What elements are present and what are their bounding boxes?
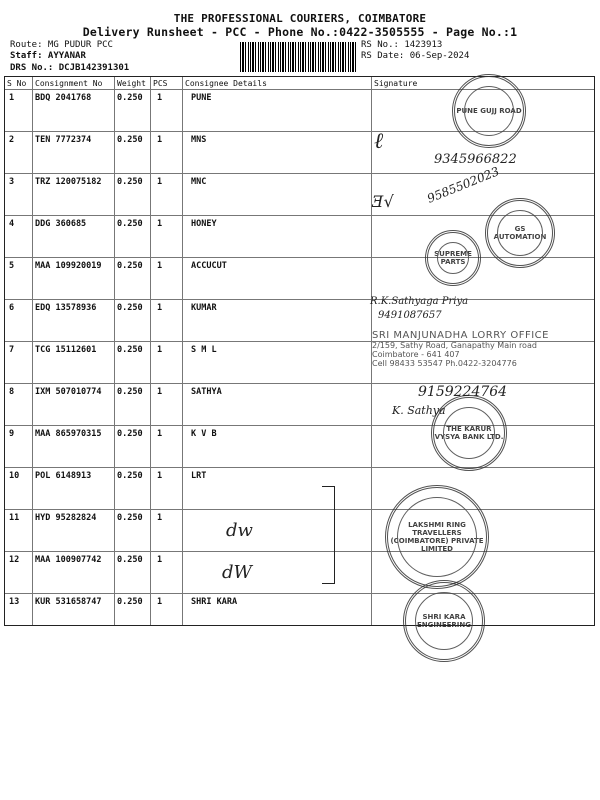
col-header-sno: S No [7, 79, 27, 88]
lorry-office-address: 2/159, Sathy Road, Ganapathy Main road [372, 341, 537, 350]
row-pcs: 1 [157, 303, 163, 313]
col-header-weight: Weight [117, 79, 146, 88]
lorry-office-phone: Cell 98433 53547 Ph.0422-3204776 [372, 359, 517, 368]
row-sno: 9 [9, 429, 15, 439]
drs-text: DRS No.: DCJB142391301 [10, 63, 130, 73]
col-header-consignee: Consignee Details [185, 79, 267, 88]
company-title: THE PROFESSIONAL COURIERS, COIMBATORE [173, 12, 427, 25]
row-consignment-no: TCG 15112601 [35, 345, 97, 355]
handwritten-phone-8: 9159224764 [418, 384, 508, 400]
row-sno: 7 [9, 345, 15, 355]
row-weight: 0.250 [117, 345, 143, 355]
row-weight: 0.250 [117, 303, 143, 313]
row-weight: 0.250 [117, 177, 143, 187]
route-text: Route: MG PUDUR PCC [10, 40, 113, 50]
row-sno: 2 [9, 135, 15, 145]
handwritten-initials-12: dW [222, 562, 253, 583]
row-consignment-no: POL 6148913 [35, 471, 92, 481]
row-consignee: MNC [191, 177, 207, 187]
row-sno: 6 [9, 303, 15, 313]
handwritten-name-6: R.K.Sathyaga Priya [370, 296, 469, 307]
handwritten-phone-3: 9585502023 [425, 164, 502, 206]
row-consignee: S M L [191, 345, 217, 355]
signature-2: ℓ [374, 129, 384, 154]
row-weight: 0.250 [117, 513, 143, 523]
handwritten-name-8: K. Sathya [392, 404, 446, 417]
col-header-signature: Signature [374, 79, 418, 88]
row-weight: 0.250 [117, 219, 143, 229]
row-sno: 4 [9, 219, 15, 229]
row-sno: 13 [9, 597, 20, 607]
row-sno: 12 [9, 555, 20, 565]
row-weight: 0.250 [117, 555, 143, 565]
staff-text: Staff: AYYANAR [10, 51, 86, 61]
stamp-kvb: THE KARUR VYSYA BANK LTD. [431, 395, 507, 471]
row-consignment-no: HYD 95282824 [35, 513, 97, 523]
rs-date-text: RS Date: 06-Sep-2024 [361, 51, 470, 61]
row-pcs: 1 [157, 261, 163, 271]
row-consignment-no: IXM 507010774 [35, 387, 102, 397]
row-weight: 0.250 [117, 387, 143, 397]
row-pcs: 1 [157, 345, 163, 355]
handwritten-phone-2: 9345966822 [434, 152, 517, 167]
row-pcs: 1 [157, 555, 163, 565]
runsheet-subtitle: Delivery Runsheet - PCC - Phone No.:0422-3505555 - Page No.:1 [82, 25, 518, 39]
row-pcs: 1 [157, 177, 163, 187]
row-pcs: 1 [157, 429, 163, 439]
row-consignee: K V B [191, 429, 217, 439]
row-consignee: MNS [191, 135, 207, 145]
row-pcs: 1 [157, 513, 163, 523]
barcode [240, 42, 356, 72]
row-weight: 0.250 [117, 93, 143, 103]
row-pcs: 1 [157, 135, 163, 145]
lorry-office-name: SRI MANJUNADHA LORRY OFFICE [372, 330, 549, 341]
row-consignee: HONEY [191, 219, 217, 229]
row-consignee: SATHYA [191, 387, 222, 397]
row-consignment-no: TRZ 120075182 [35, 177, 102, 187]
row-weight: 0.250 [117, 597, 143, 607]
handwritten-bracket [322, 486, 335, 584]
stamp-lorry-office [372, 330, 568, 380]
row-consignment-no: EDQ 13578936 [35, 303, 97, 313]
row-consignee: ACCUCUT [191, 261, 227, 271]
row-sno: 10 [9, 471, 20, 481]
stamp-pune: PUNE GUJJ ROAD [452, 74, 526, 148]
row-consignment-no: BDQ 2041768 [35, 93, 92, 103]
col-header-consignment: Consignment No [35, 79, 103, 88]
handwritten-phone-6: 9491087657 [378, 310, 442, 321]
row-pcs: 1 [157, 597, 163, 607]
row-consignment-no: MAA 109920019 [35, 261, 102, 271]
row-consignee: LRT [191, 471, 207, 481]
row-sno: 11 [9, 513, 20, 523]
stamp-supreme: SUPREME PARTS [425, 230, 481, 286]
col-header-pcs: PCS [153, 79, 168, 88]
row-sno: 5 [9, 261, 15, 271]
row-pcs: 1 [157, 93, 163, 103]
row-weight: 0.250 [117, 261, 143, 271]
stamp-lrt: LAKSHMI RING TRAVELLERS (COIMBATORE) PRIVATE LIMITED [385, 485, 489, 589]
rs-no-text: RS No.: 1423913 [361, 40, 443, 50]
row-consignment-no: DDG 360685 [35, 219, 87, 229]
stamp-gs-automation: GS AUTOMATION [485, 198, 555, 268]
row-consignee: SHRI KARA [191, 597, 238, 607]
row-weight: 0.250 [117, 135, 143, 145]
signature-3: Ǝ√ [372, 192, 394, 211]
row-sno: 8 [9, 387, 15, 397]
row-weight: 0.250 [117, 471, 143, 481]
row-consignment-no: KUR 531658747 [35, 597, 102, 607]
row-pcs: 1 [157, 219, 163, 229]
row-sno: 1 [9, 93, 15, 103]
row-sno: 3 [9, 177, 15, 187]
lorry-office-city: Coimbatore - 641 407 [372, 350, 460, 359]
row-consignee: PUNE [191, 93, 212, 103]
row-pcs: 1 [157, 471, 163, 481]
row-consignment-no: TEN 7772374 [35, 135, 92, 145]
stamp-shri-kara: SHRI KARA ENGINEERING [403, 580, 485, 662]
row-pcs: 1 [157, 387, 163, 397]
row-consignee: KUMAR [191, 303, 217, 313]
row-consignment-no: MAA 100907742 [35, 555, 102, 565]
handwritten-initials-11: dw [226, 520, 253, 541]
row-weight: 0.250 [117, 429, 143, 439]
row-consignment-no: MAA 865970315 [35, 429, 102, 439]
